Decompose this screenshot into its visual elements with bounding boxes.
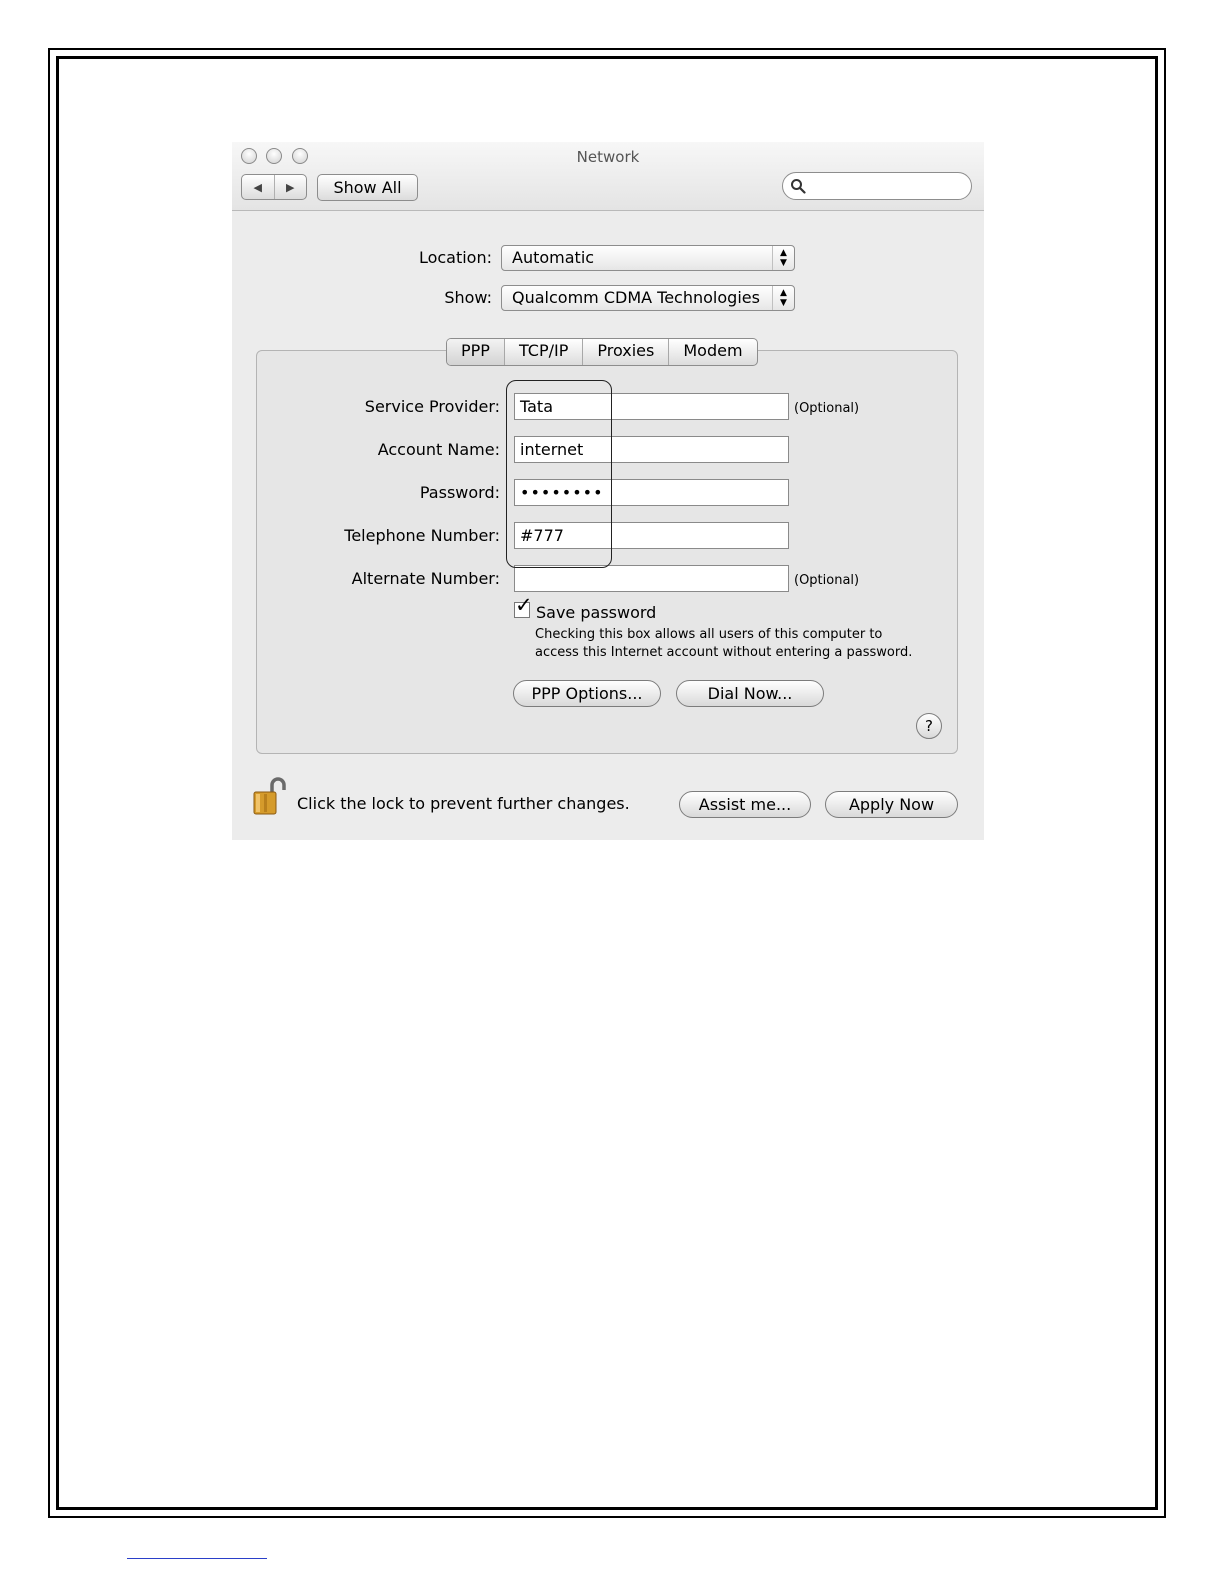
- search-input[interactable]: [811, 176, 965, 198]
- save-password-help-line: Checking this box allows all users of this computer to: [535, 627, 883, 642]
- show-label: Show:: [444, 288, 492, 307]
- tab-tcpip[interactable]: TCP/IP: [504, 339, 582, 365]
- apply-now-button[interactable]: Apply Now: [825, 791, 958, 818]
- lock-status-text: Click the lock to prevent further changes.: [297, 794, 630, 813]
- back-forward-control: [241, 174, 307, 200]
- assist-me-button[interactable]: Assist me...: [679, 791, 811, 818]
- password-label: Password:: [419, 483, 500, 502]
- footer-link-underline: [127, 1558, 267, 1559]
- window-title: Network: [576, 148, 640, 166]
- show-popup[interactable]: [501, 285, 795, 311]
- save-password-help: [535, 626, 935, 662]
- dial-now-button[interactable]: Dial Now...: [676, 680, 824, 707]
- forward-arrow-icon[interactable]: ▶: [274, 175, 307, 199]
- password-field[interactable]: ••••••••: [514, 479, 789, 506]
- annotation-highlight-box: [506, 380, 612, 568]
- popup-arrows-icon: ▲ ▼: [772, 286, 794, 310]
- lock-open-icon[interactable]: [252, 776, 290, 816]
- account-name-label: Account Name:: [377, 440, 500, 459]
- account-name-field[interactable]: internet: [514, 436, 789, 463]
- tab-ppp[interactable]: PPP: [447, 339, 504, 365]
- titlebar: [232, 142, 984, 211]
- network-preferences-window: [232, 142, 984, 840]
- service-provider-optional-note: (Optional): [794, 401, 860, 416]
- service-provider-label: Service Provider:: [364, 397, 500, 416]
- save-password-label[interactable]: Save password: [536, 603, 657, 622]
- alternate-number-optional-note: (Optional): [794, 573, 860, 588]
- alternate-number-label: Alternate Number:: [351, 569, 500, 588]
- tab-modem[interactable]: Modem: [668, 339, 756, 365]
- telephone-number-field[interactable]: #777: [514, 522, 789, 549]
- ppp-options-button[interactable]: PPP Options...: [513, 680, 661, 707]
- show-all-button[interactable]: Show All: [317, 174, 418, 201]
- help-icon[interactable]: ?: [916, 713, 942, 739]
- location-popup[interactable]: [501, 245, 795, 271]
- location-value: Automatic: [512, 248, 595, 267]
- back-arrow-icon[interactable]: ◀: [253, 180, 262, 194]
- popup-arrows-icon: ▲ ▼: [772, 246, 794, 270]
- save-password-help-line: access this Internet account without entering a password.: [535, 645, 913, 660]
- search-field[interactable]: [782, 172, 972, 200]
- checkmark-icon: ✓: [515, 593, 533, 617]
- telephone-number-label: Telephone Number:: [344, 526, 500, 545]
- service-provider-field[interactable]: Tata: [514, 393, 789, 420]
- tab-bar: [446, 338, 758, 366]
- alternate-number-field[interactable]: [514, 565, 789, 592]
- search-icon: [790, 178, 806, 194]
- location-label: Location:: [418, 248, 492, 267]
- tab-proxies[interactable]: Proxies: [582, 339, 668, 365]
- show-value: Qualcomm CDMA Technologies: [512, 288, 760, 307]
